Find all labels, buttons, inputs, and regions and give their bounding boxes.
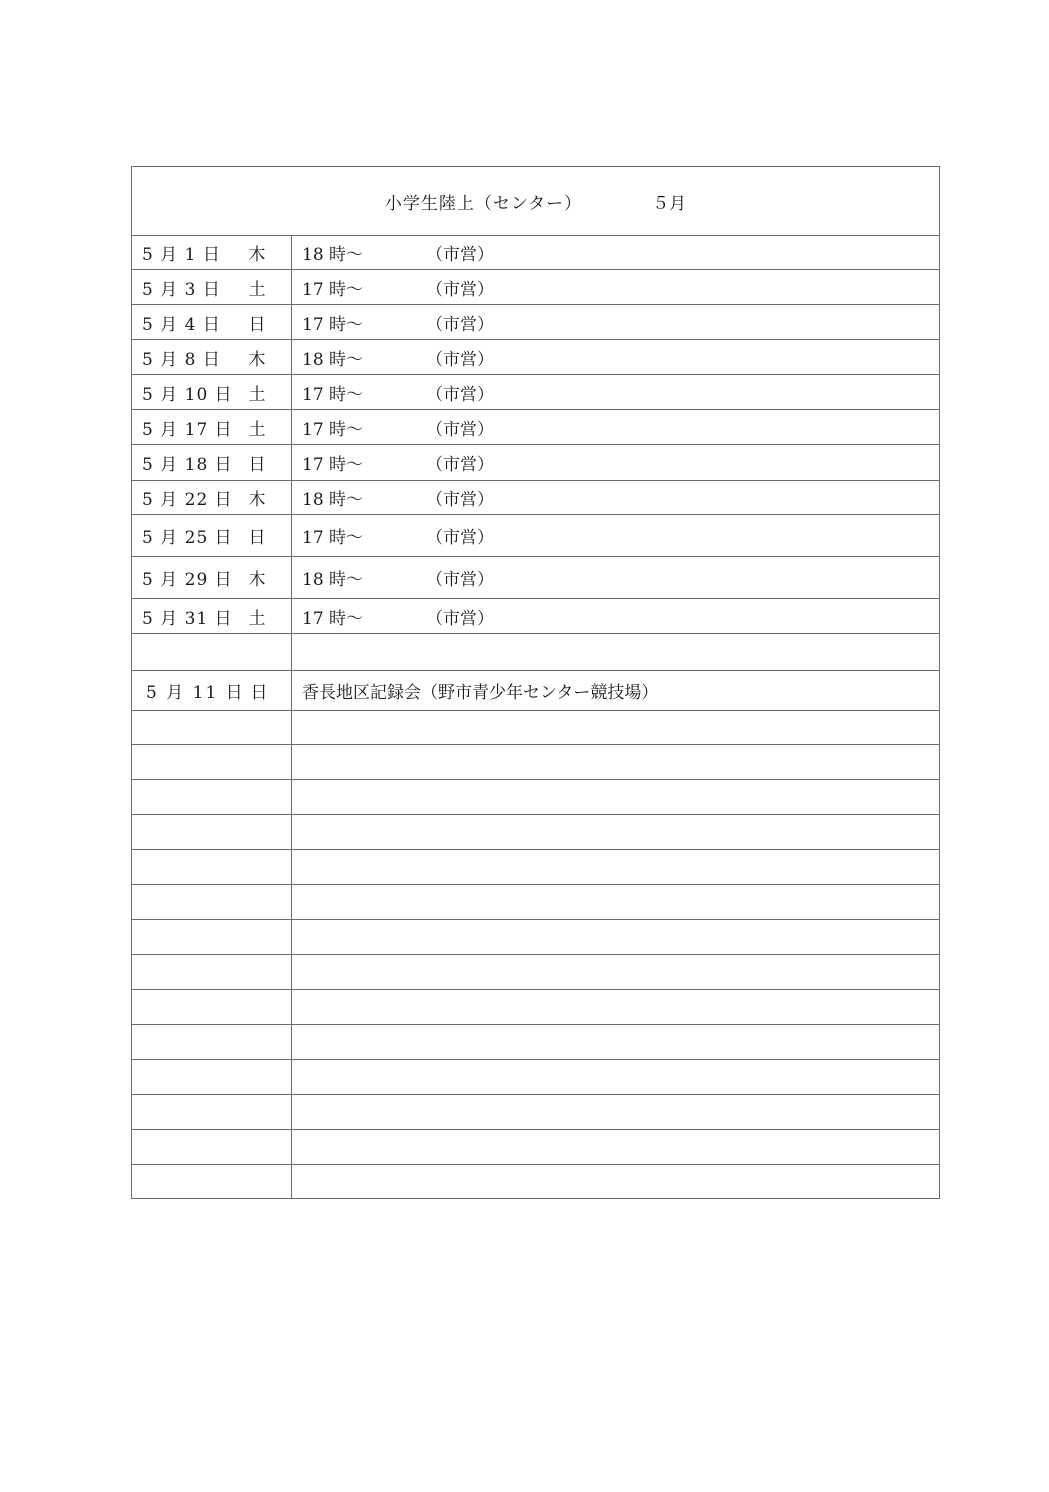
blank-cell <box>292 711 940 745</box>
table-row <box>132 481 940 515</box>
blank-cell <box>132 1060 292 1095</box>
date-text: 5 月 10 日 <box>142 384 233 405</box>
weekday-text: 土 <box>248 608 266 629</box>
blank-row <box>132 885 940 920</box>
blank-cell <box>292 885 940 920</box>
time-text: 17 時～ <box>302 528 364 548</box>
blank-cell <box>132 711 292 745</box>
blank-row <box>132 780 940 815</box>
table-row <box>132 557 940 599</box>
date-text: 5 月 8 日 <box>142 349 221 370</box>
place-text: （市営） <box>426 314 494 335</box>
event-weekday-text: 日 <box>250 683 268 703</box>
blank-cell <box>132 850 292 885</box>
blank-cell <box>132 634 292 671</box>
date-cell <box>132 375 292 410</box>
blank-row <box>132 920 940 955</box>
blank-cell <box>292 745 940 780</box>
desc-cell <box>292 410 940 445</box>
time-text: 17 時～ <box>302 455 364 475</box>
weekday-text: 木 <box>248 245 266 265</box>
table-row <box>132 375 940 410</box>
table-row <box>132 305 940 340</box>
blank-cell <box>132 1165 292 1199</box>
place-text: （市営） <box>426 570 494 590</box>
blank-row <box>132 990 940 1025</box>
schedule-table <box>131 166 940 1199</box>
blank-row <box>132 745 940 780</box>
title-cell <box>132 167 940 236</box>
event-desc-cell <box>292 671 940 711</box>
blank-cell <box>132 1025 292 1060</box>
blank-cell <box>292 634 940 671</box>
blank-cell <box>132 920 292 955</box>
blank-cell <box>292 1060 940 1095</box>
date-cell <box>132 236 292 270</box>
desc-cell <box>292 375 940 410</box>
desc-cell <box>292 445 940 481</box>
blank-cell <box>132 885 292 920</box>
date-cell <box>132 515 292 557</box>
place-text: （市営） <box>426 384 494 405</box>
table-row <box>132 340 940 375</box>
blank-row <box>132 1165 940 1199</box>
blank-row <box>132 955 940 990</box>
blank-row <box>132 1130 940 1165</box>
event-row <box>132 671 940 711</box>
blank-row <box>132 634 940 671</box>
date-text: 5 月 4 日 <box>142 314 221 335</box>
place-text: （市営） <box>426 349 494 370</box>
time-text: 17 時～ <box>302 279 364 300</box>
date-cell <box>132 481 292 515</box>
event-date-text: 5 月 11 日 <box>146 683 245 703</box>
weekday-text: 土 <box>248 279 266 300</box>
place-text: （市営） <box>426 455 494 475</box>
place-text: （市営） <box>426 279 494 300</box>
weekday-text: 土 <box>248 419 266 440</box>
desc-cell <box>292 305 940 340</box>
blank-cell <box>292 1025 940 1060</box>
blank-cell <box>132 955 292 990</box>
title-month: ５月 <box>652 193 687 214</box>
date-cell <box>132 557 292 599</box>
table-row <box>132 599 940 634</box>
time-text: 18 時～ <box>302 570 364 590</box>
place-text: （市営） <box>426 528 494 548</box>
time-text: 17 時～ <box>302 314 364 335</box>
blank-cell <box>132 780 292 815</box>
table-row <box>132 515 940 557</box>
date-cell <box>132 410 292 445</box>
blank-row <box>132 815 940 850</box>
date-text: 5 月 18 日 <box>142 455 233 475</box>
desc-cell <box>292 340 940 375</box>
date-cell <box>132 270 292 305</box>
blank-cell <box>132 1095 292 1130</box>
date-cell <box>132 340 292 375</box>
date-text: 5 月 25 日 <box>142 528 233 548</box>
blank-cell <box>292 780 940 815</box>
blank-cell <box>292 990 940 1025</box>
blank-cell <box>132 1130 292 1165</box>
table-row <box>132 410 940 445</box>
date-text: 5 月 22 日 <box>142 490 233 510</box>
blank-cell <box>292 850 940 885</box>
desc-cell <box>292 515 940 557</box>
blank-cell <box>132 745 292 780</box>
time-text: 18 時～ <box>302 349 364 370</box>
date-text: 5 月 3 日 <box>142 279 221 300</box>
blank-row <box>132 1025 940 1060</box>
event-date-cell <box>132 671 292 711</box>
date-text: 5 月 1 日 <box>142 245 221 265</box>
blank-row <box>132 1095 940 1130</box>
date-text: 5 月 29 日 <box>142 570 233 590</box>
weekday-text: 日 <box>248 455 266 475</box>
desc-cell <box>292 599 940 634</box>
title-row <box>132 167 940 236</box>
blank-cell <box>132 990 292 1025</box>
blank-cell <box>292 1165 940 1199</box>
blank-cell <box>292 955 940 990</box>
blank-row <box>132 850 940 885</box>
time-text: 17 時～ <box>302 419 364 440</box>
event-description: 香長地区記録会（野市青少年センター競技場） <box>302 683 659 703</box>
weekday-text: 日 <box>248 528 266 548</box>
blank-row <box>132 711 940 745</box>
blank-row <box>132 1060 940 1095</box>
weekday-text: 日 <box>248 314 266 335</box>
weekday-text: 木 <box>248 570 266 590</box>
time-text: 17 時～ <box>302 608 364 629</box>
place-text: （市営） <box>426 245 494 265</box>
blank-cell <box>292 920 940 955</box>
desc-cell <box>292 481 940 515</box>
desc-cell <box>292 270 940 305</box>
desc-cell <box>292 236 940 270</box>
place-text: （市営） <box>426 490 494 510</box>
place-text: （市営） <box>426 419 494 440</box>
blank-cell <box>292 1095 940 1130</box>
date-cell <box>132 305 292 340</box>
page-title: 小学生陸上（センター） <box>384 193 583 214</box>
desc-cell <box>292 557 940 599</box>
date-cell <box>132 599 292 634</box>
blank-cell <box>292 1130 940 1165</box>
weekday-text: 土 <box>248 384 266 405</box>
time-text: 17 時～ <box>302 384 364 405</box>
weekday-text: 木 <box>248 490 266 510</box>
blank-cell <box>132 815 292 850</box>
date-cell <box>132 445 292 481</box>
weekday-text: 木 <box>248 349 266 370</box>
date-text: 5 月 17 日 <box>142 419 233 440</box>
blank-cell <box>292 815 940 850</box>
date-text: 5 月 31 日 <box>142 608 233 629</box>
time-text: 18 時～ <box>302 490 364 510</box>
table-row <box>132 270 940 305</box>
table-row <box>132 445 940 481</box>
table-row <box>132 236 940 270</box>
time-text: 18 時～ <box>302 245 364 265</box>
place-text: （市営） <box>426 608 494 629</box>
